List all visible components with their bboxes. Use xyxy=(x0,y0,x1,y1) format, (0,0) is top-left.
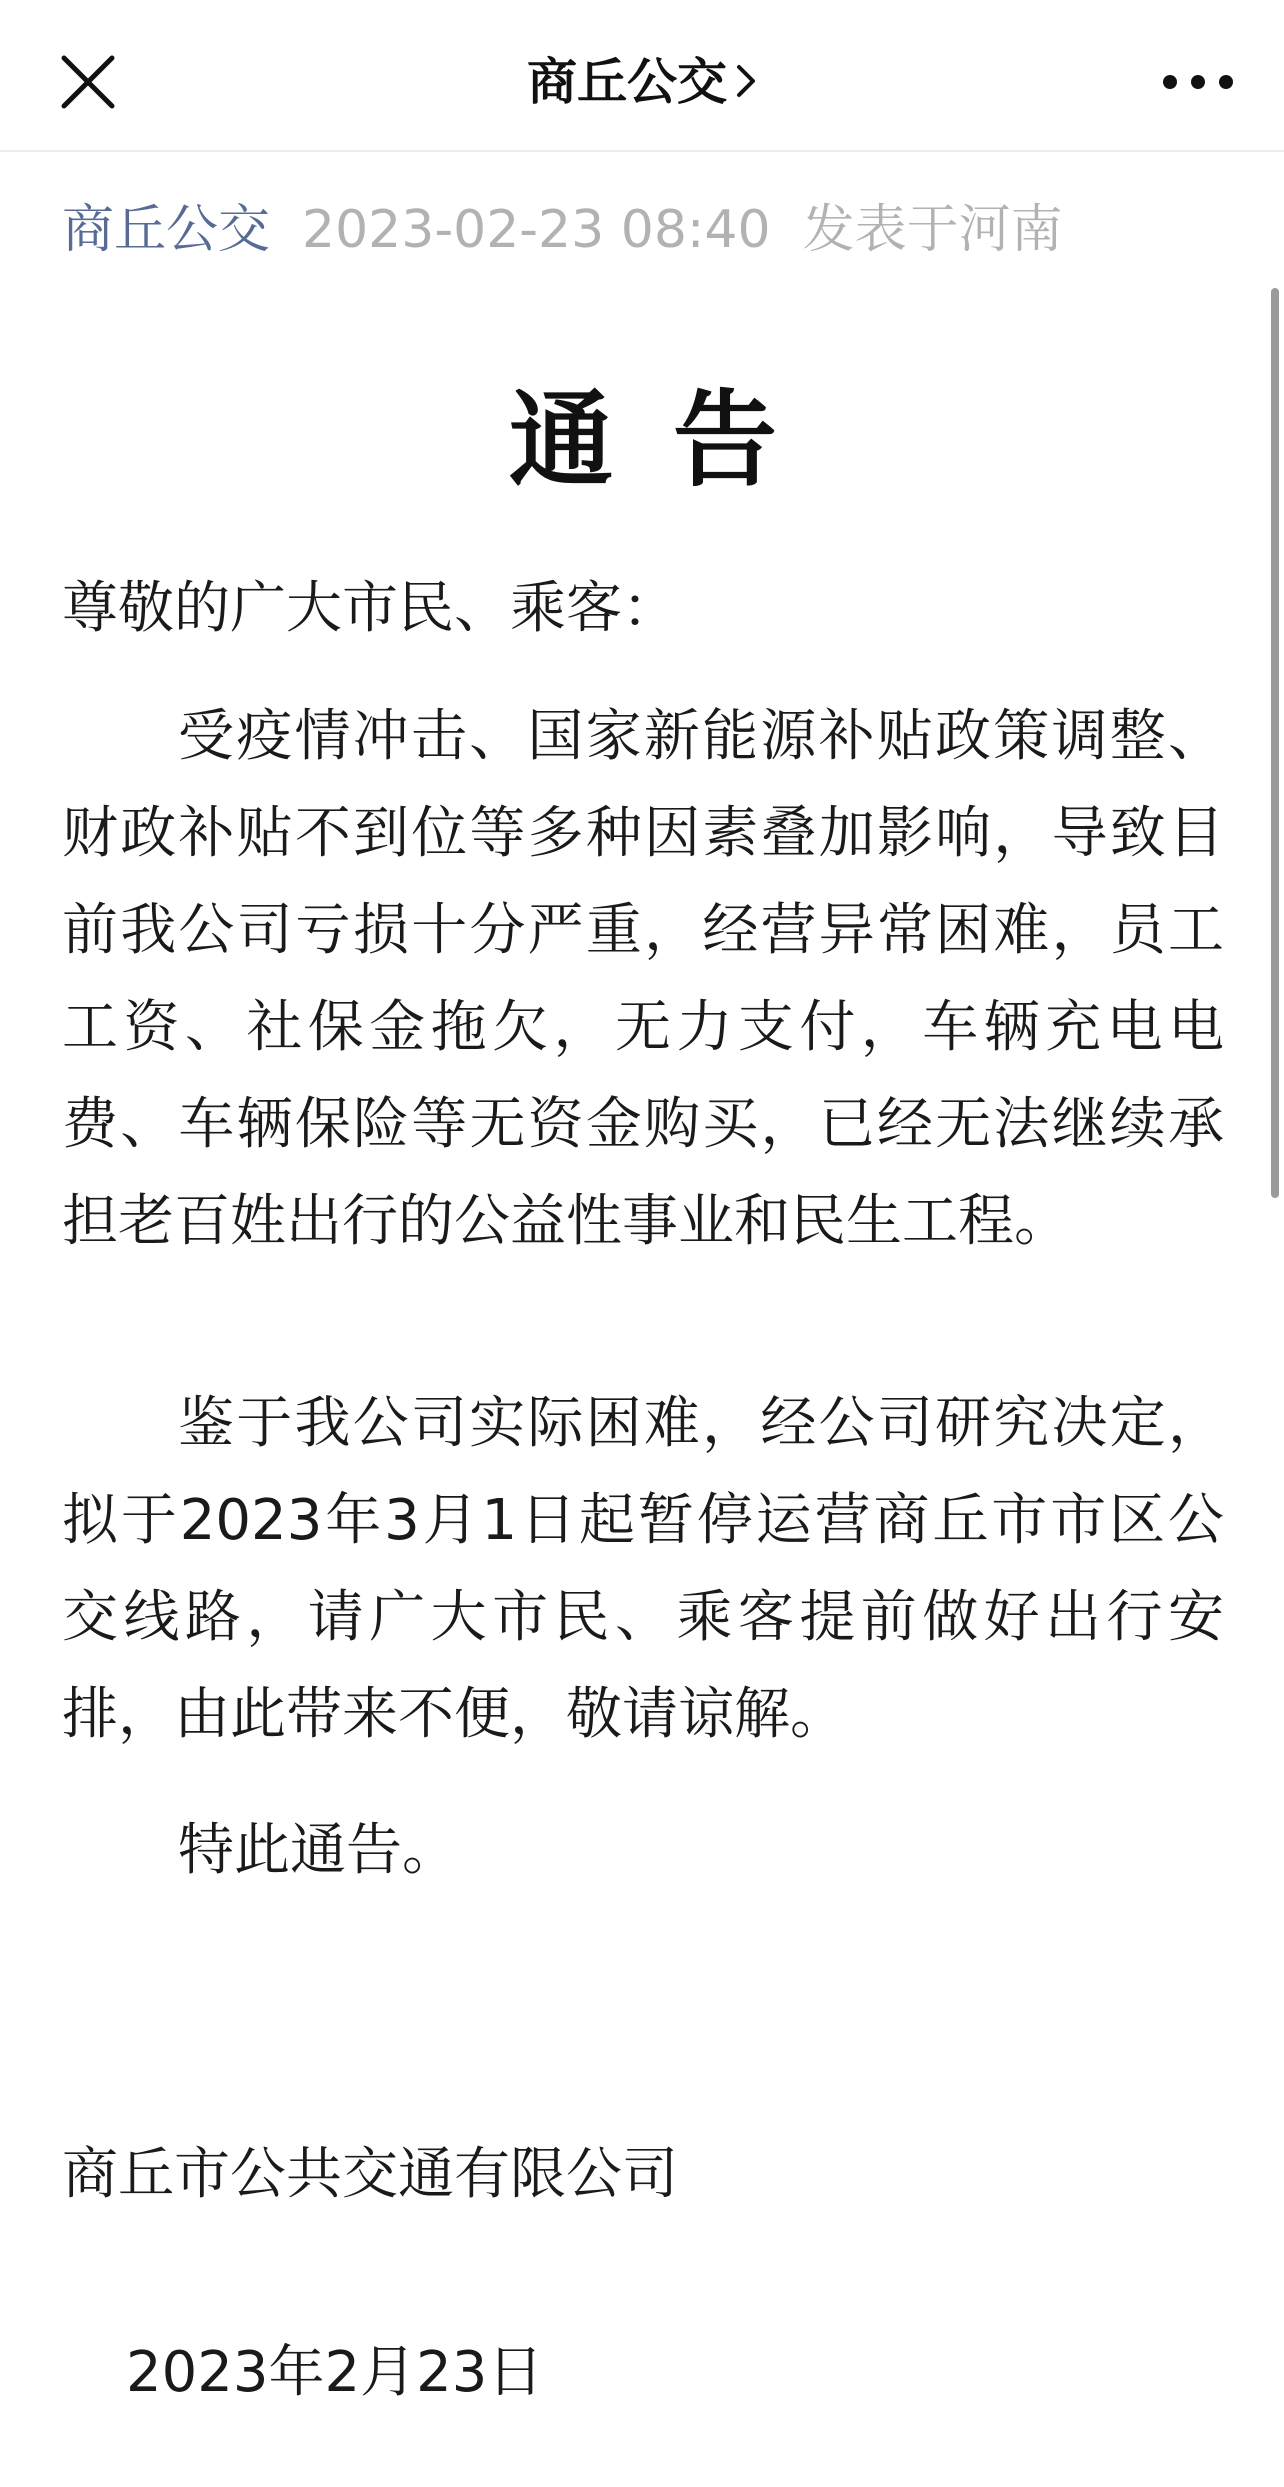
publish-location: 发表于河南 xyxy=(802,200,1063,260)
account-name-link[interactable]: 商丘公交 xyxy=(62,200,271,260)
chevron-right-icon xyxy=(735,50,757,114)
salutation: 尊敬的广大市民、乘客： xyxy=(62,576,678,641)
publish-date: 2023-02-23 08:40 xyxy=(302,200,771,260)
signature-company: 商丘市公共交通有限公司 xyxy=(62,2142,678,2207)
scrollbar[interactable] xyxy=(1271,288,1279,1198)
article-meta xyxy=(62,196,1063,264)
paragraph-2: 鉴于我公司实际困难，经公司研究决定，拟于2023年3月1日起暂停运营商丘市市区公交线路，请广大市民、乘客提前做好出行安排，由此带来不便，敬请谅解。 xyxy=(62,1391,1224,1747)
signature-date: 2023年2月23日 xyxy=(126,2340,544,2405)
paragraph-1: 受疫情冲击、国家新能源补贴政策调整、财政补贴不到位等多种因素叠加影响，导致目前我公司亏损十分严重，经营异常困难，员工工资、社保金拖欠，无力支付，车辆充电电费、车辆保险等无资金购买，已经无法继续承担老百姓出行的公益性事业和民生工程。 xyxy=(62,704,1224,1254)
article-heading: 通告 xyxy=(508,379,837,501)
nav-title-text: 商丘公交 xyxy=(527,53,727,111)
closing-line: 特此通告。 xyxy=(178,1818,458,1883)
nav-title-account-link[interactable] xyxy=(0,50,1284,114)
more-dots-icon[interactable] xyxy=(1160,60,1236,104)
top-nav-bar xyxy=(0,0,1284,152)
